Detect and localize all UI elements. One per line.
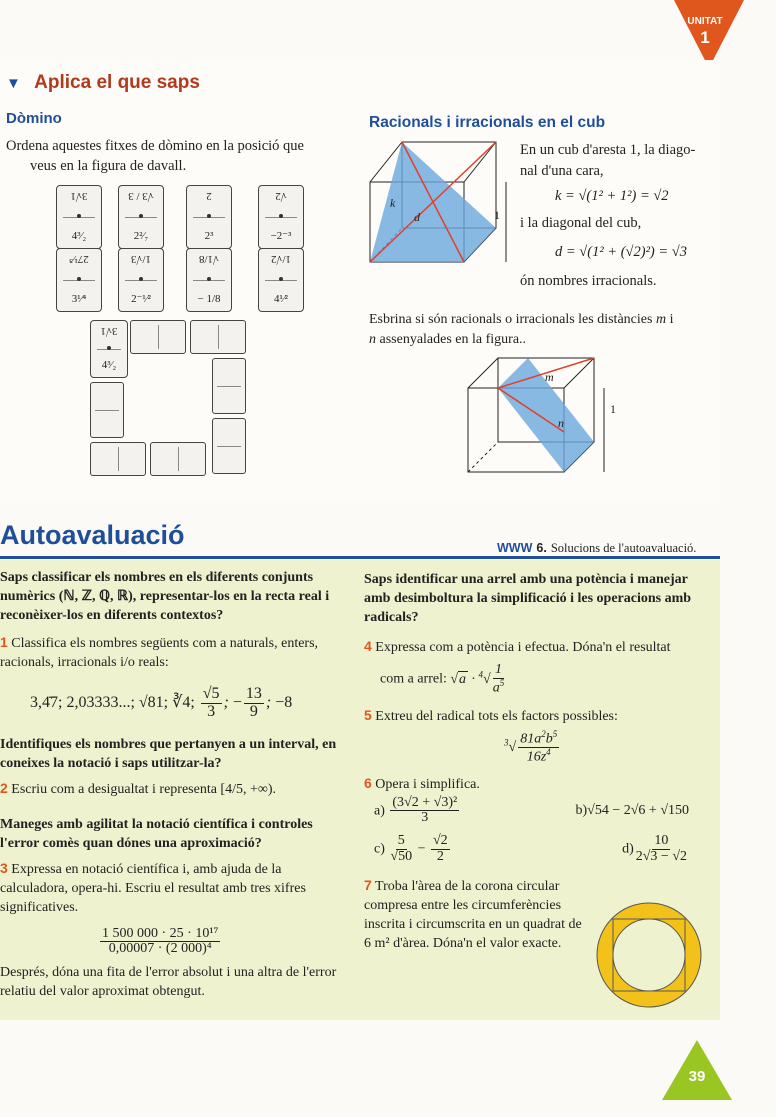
domino-slot[interactable] xyxy=(150,442,206,476)
q4-text: Expressa com a potència i efectua. Dóna'n el resultat xyxy=(375,640,671,655)
q6 xyxy=(364,774,709,794)
q1-text: Classifica els nombres següents com a naturals, enters, racionals, irracionals i/o reals: xyxy=(0,636,319,670)
domino-slot[interactable] xyxy=(190,320,246,354)
q5-number: 5 xyxy=(364,707,372,724)
q6-number: 6 xyxy=(364,774,372,791)
domino-slot[interactable] xyxy=(212,358,246,414)
q5-text: Extreu del radical tots els factors possibles: xyxy=(375,709,618,725)
auto-title: Autoavaluació xyxy=(0,520,185,550)
triangle-down-icon: ▼ xyxy=(6,75,21,92)
label-n: n xyxy=(558,416,564,430)
www-num: 6. xyxy=(536,541,547,555)
formula-k: k = √(1² + 1²) = √2 xyxy=(555,188,669,204)
www-text: Solucions de l'autoavaluació. xyxy=(550,541,697,555)
q4-expr: com a arrel: √a · $^4$√ $\frac{1}{a^5}$ xyxy=(380,662,505,696)
q3-after: Després, dóna una fita de l'error absolut i una altra de l'error relatiu del valor aproximat obtengut. xyxy=(0,964,337,999)
tile-bottom: 4³⁄₂ xyxy=(101,359,117,371)
q2 xyxy=(0,779,340,799)
domino-tile[interactable] xyxy=(56,185,102,249)
q3 xyxy=(0,859,340,917)
cube-text xyxy=(520,140,720,182)
q6-b: b) xyxy=(575,803,588,819)
q6-cd: c) $\frac{5}{√50}$ − $\frac{√2}{2}$ d) $\frac{10}{2√3 - √2}$ xyxy=(374,833,687,864)
q6-text: Opera i simplifica. xyxy=(375,776,480,792)
q1-values-text: 3,4̇7; 2,03333...; √81; ∛4; xyxy=(30,693,195,711)
www-label: WWW xyxy=(497,541,533,555)
q5-expr: $^3$√ $\frac{81a^2b^5}{16z^4}$ xyxy=(504,729,558,766)
domino-tile[interactable] xyxy=(56,248,102,312)
tile-bottom: 4¹⁄² xyxy=(274,293,288,305)
question-m: m xyxy=(655,312,667,327)
tile-bottom: 2³ xyxy=(204,230,214,242)
instruction-line-1: Ordena aquestes fitxes de dòmino en la posició que xyxy=(6,138,304,154)
q4 xyxy=(364,637,709,657)
label-k: k xyxy=(390,196,396,210)
tile-bottom: 3¹⁄⁴ xyxy=(71,293,87,305)
question-i: i xyxy=(669,312,674,327)
section-title: Aplica el que saps xyxy=(34,72,200,93)
formula-d: d = √(1² + (√2)²) = √3 xyxy=(555,244,687,260)
q6-d: d) xyxy=(622,841,634,857)
q4-number: 4 xyxy=(364,638,372,654)
page-number-badge xyxy=(662,1040,732,1100)
q2-number: 2 xyxy=(0,779,8,796)
domino-slot[interactable] xyxy=(130,320,186,354)
q3-fraction xyxy=(100,927,220,957)
tile-top: 2 xyxy=(206,190,212,202)
tile-top: √1/8 xyxy=(198,253,220,265)
cube-text-3: i la diagonal del cub, xyxy=(520,215,642,231)
domino-tile[interactable] xyxy=(186,185,232,249)
label-1: 1 xyxy=(494,208,500,222)
q1-values: 3,4̇7; 2,03333...; √81; ∛4; $\frac{√5}{3}$ ; − $\frac{13}{9}$ ; −8 xyxy=(30,685,293,720)
tile-top: 1/√2 xyxy=(270,253,292,265)
q2-text: Escriu com a desigualtat i representa [4/5, +∞). xyxy=(11,781,277,797)
q5 xyxy=(364,706,709,726)
instruction-line-2: veus en la figura de davall. xyxy=(30,158,187,174)
cube-title: Racionals i irracionals en el cub xyxy=(369,114,606,131)
unit-number: 1 xyxy=(700,28,710,47)
auto-right xyxy=(364,570,709,953)
cube-text-4: ón nombres irracionals. xyxy=(520,273,657,289)
tile-bottom: 2²⁄₇ xyxy=(133,230,149,242)
q3-number: 3 xyxy=(0,859,8,876)
tile-bottom: − 1/8 xyxy=(197,293,221,305)
q6-a: a) xyxy=(374,803,385,819)
tile-top: √3 / 3 xyxy=(128,190,154,202)
domino-slot[interactable] xyxy=(90,442,146,476)
domino-tile[interactable] xyxy=(186,248,232,312)
left-heading-3: Maneges amb agilitat la notació científica i controles l'error comès quan dónes una aproximació? xyxy=(0,816,313,851)
question-text-2: assenyalades en la figura.. xyxy=(379,332,527,347)
corona-figure xyxy=(594,900,704,1010)
right-heading-1: Saps identificar una arrel amb una potència i manejar amb desimboltura la simplificació i les operacions amb radicals? xyxy=(364,572,692,625)
q1 xyxy=(0,633,340,672)
www-link[interactable] xyxy=(497,540,696,556)
label-d: d xyxy=(414,210,420,224)
q3-denominator: 0,00007 · (2 000)⁴ xyxy=(108,941,212,957)
tile-top: 3√1 xyxy=(70,190,88,202)
domino-tile[interactable] xyxy=(258,248,304,312)
left-heading-2: Identifiques els nombres que pertanyen a un interval, en coneixes la notació i saps utilitzar-la? xyxy=(0,736,337,771)
q6-c: c) xyxy=(374,841,385,857)
cube-figure-2 xyxy=(464,352,614,482)
q7-text: Troba l'àrea de la corona circular compresa entre les circumferències inscrita i circumscrita en un quadrat de 6 m² d'àrea. Dóna'n el valor exacte. xyxy=(364,879,582,952)
cube-question xyxy=(369,310,719,350)
tile-top: 27¹⁄³ xyxy=(69,253,89,265)
tile-top: √2 xyxy=(275,190,287,202)
domino-title: Dòmino xyxy=(6,110,62,127)
unit-label: UNITAT xyxy=(687,16,723,27)
domino-slot[interactable] xyxy=(90,382,124,438)
domino-tile[interactable] xyxy=(118,185,164,249)
q6-b-expr: √54 − 2√6 + √150 xyxy=(587,803,689,819)
section-header xyxy=(6,72,200,94)
tile-top: 3√1 xyxy=(100,325,118,337)
q4-text-2: com a arrel: xyxy=(380,671,447,687)
tile-bottom: −2⁻³ xyxy=(270,230,292,242)
tile-bottom: 4³⁄₂ xyxy=(71,230,87,242)
auto-left xyxy=(0,568,340,1001)
q7-number: 7 xyxy=(364,877,372,894)
domino-tile[interactable] xyxy=(118,248,164,312)
q3-text: Expressa en notació científica i, amb ajuda de la calculadora, opera-hi. Escriu el resultat amb tres xifres significatives. xyxy=(0,861,306,915)
tile-top: 1/√3 xyxy=(130,253,152,265)
domino-tile[interactable] xyxy=(258,185,304,249)
cube-figure xyxy=(366,138,516,268)
domino-slot[interactable] xyxy=(212,418,246,474)
cube-text-2: nal d'una cara, xyxy=(520,163,604,179)
q1-number: 1 xyxy=(0,634,8,650)
left-heading-1: Saps classificar els nombres en els diferents conjunts numèrics (ℕ, ℤ, ℚ, ℝ), representar-los en la recta real i reconèixer-los en diferents contextos? xyxy=(0,570,330,623)
q7 xyxy=(364,876,584,953)
page-number: 39 xyxy=(688,1068,706,1085)
label-1-b: 1 xyxy=(610,402,616,416)
cube-text-1: En un cub d'aresta 1, la diago- xyxy=(520,142,696,158)
q3-numerator: 1 500 000 · 25 · 10¹⁷ xyxy=(102,925,219,941)
question-text: Esbrina si són racionals o irracionals les distàncies xyxy=(369,312,653,327)
tile-bottom: 2⁻¹⁄² xyxy=(131,293,151,305)
auto-rule xyxy=(0,556,720,559)
question-n: n xyxy=(369,332,376,347)
domino-start-tile[interactable] xyxy=(90,320,128,378)
domino-instruction xyxy=(6,136,346,176)
q6-ab: a) $\frac{\text{(3√2 + √3)²}}{3}$ b)√54 − 2√6 + √150 xyxy=(374,794,689,826)
label-m: m xyxy=(545,370,554,384)
